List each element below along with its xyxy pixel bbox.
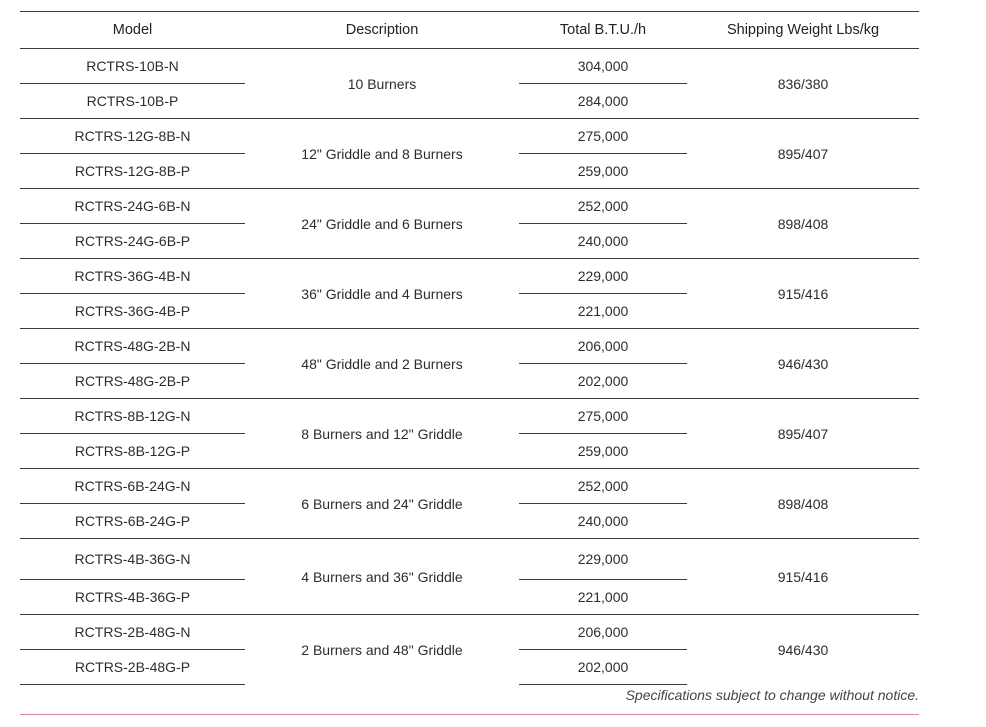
btu-cell: 252,000: [519, 469, 687, 504]
model-cell: RCTRS-6B-24G-N: [20, 469, 245, 504]
weight-cell: 898/408: [687, 189, 919, 259]
table-row: [20, 329, 919, 364]
model-cell: RCTRS-24G-6B-N: [20, 189, 245, 224]
btu-cell: 304,000: [519, 49, 687, 84]
description-cell: 10 Burners: [245, 49, 519, 119]
btu-cell: 275,000: [519, 399, 687, 434]
model-cell: RCTRS-24G-6B-P: [20, 224, 245, 259]
model-cell: RCTRS-8B-12G-N: [20, 399, 245, 434]
btu-cell: 229,000: [519, 259, 687, 294]
model-cell: RCTRS-6B-24G-P: [20, 504, 245, 539]
weight-cell: 915/416: [687, 539, 919, 615]
description-cell: 48" Griddle and 2 Burners: [245, 329, 519, 399]
table-row: [20, 539, 919, 580]
weight-cell: 836/380: [687, 49, 919, 119]
weight-cell: 946/430: [687, 329, 919, 399]
bottom-divider: [20, 714, 919, 715]
spec-table: [20, 11, 919, 685]
model-cell: RCTRS-10B-P: [20, 84, 245, 119]
description-cell: 6 Burners and 24" Griddle: [245, 469, 519, 539]
model-cell: RCTRS-48G-2B-N: [20, 329, 245, 364]
btu-cell: 202,000: [519, 650, 687, 685]
description-cell: 2 Burners and 48" Griddle: [245, 615, 519, 685]
btu-cell: 240,000: [519, 504, 687, 539]
weight-cell: 895/407: [687, 119, 919, 189]
table-row: [20, 615, 919, 650]
model-cell: RCTRS-2B-48G-N: [20, 615, 245, 650]
weight-cell: 946/430: [687, 615, 919, 685]
model-cell: RCTRS-12G-8B-N: [20, 119, 245, 154]
model-cell: RCTRS-4B-36G-P: [20, 580, 245, 615]
table-row: [20, 189, 919, 224]
footnote: Specifications subject to change without notice.: [625, 687, 919, 703]
btu-cell: 206,000: [519, 615, 687, 650]
model-cell: RCTRS-48G-2B-P: [20, 364, 245, 399]
spec-body: [20, 49, 919, 685]
weight-cell: 895/407: [687, 399, 919, 469]
model-cell: RCTRS-4B-36G-N: [20, 539, 245, 580]
table-row: [20, 119, 919, 154]
btu-cell: 229,000: [519, 539, 687, 580]
header-description: Description: [245, 12, 519, 49]
btu-cell: 259,000: [519, 434, 687, 469]
btu-cell: 221,000: [519, 294, 687, 329]
description-cell: 24" Griddle and 6 Burners: [245, 189, 519, 259]
model-cell: RCTRS-36G-4B-N: [20, 259, 245, 294]
btu-cell: 284,000: [519, 84, 687, 119]
model-cell: RCTRS-12G-8B-P: [20, 154, 245, 189]
header-btu: Total B.T.U./h: [519, 12, 687, 49]
model-cell: RCTRS-36G-4B-P: [20, 294, 245, 329]
table-row: [20, 259, 919, 294]
btu-cell: 202,000: [519, 364, 687, 399]
model-cell: RCTRS-8B-12G-P: [20, 434, 245, 469]
btu-cell: 252,000: [519, 189, 687, 224]
model-cell: RCTRS-10B-N: [20, 49, 245, 84]
table-row: [20, 399, 919, 434]
description-cell: 12" Griddle and 8 Burners: [245, 119, 519, 189]
header-row: [20, 12, 919, 49]
description-cell: 4 Burners and 36" Griddle: [245, 539, 519, 615]
btu-cell: 221,000: [519, 580, 687, 615]
header-model: Model: [20, 12, 245, 49]
description-cell: 8 Burners and 12" Griddle: [245, 399, 519, 469]
weight-cell: 898/408: [687, 469, 919, 539]
description-cell: 36" Griddle and 4 Burners: [245, 259, 519, 329]
btu-cell: 240,000: [519, 224, 687, 259]
weight-cell: 915/416: [687, 259, 919, 329]
model-cell: RCTRS-2B-48G-P: [20, 650, 245, 685]
header-weight: Shipping Weight Lbs/kg: [687, 12, 919, 49]
btu-cell: 275,000: [519, 119, 687, 154]
table-row: [20, 49, 919, 84]
btu-cell: 206,000: [519, 329, 687, 364]
table-row: [20, 469, 919, 504]
btu-cell: 259,000: [519, 154, 687, 189]
